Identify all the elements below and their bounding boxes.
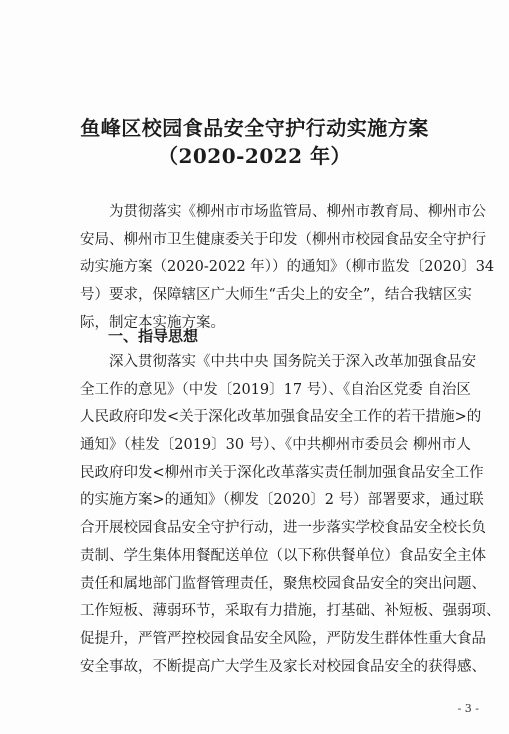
intro-paragraph [80,199,495,337]
body-paragraph [80,349,501,681]
body-line: 责制、学生集体用餐配送单位（以下称供餐单位）食品安全主体 [80,547,486,564]
body-line: 工作短板、薄弱环节，采取有力措施，打基础、补短板、强弱项、 [80,603,501,620]
intro-line: 号）要求，保障辖区广大师生“舌尖上的安全”，结合我辖区实 [80,287,472,304]
document-subtitle: （2020-2022 年） [157,144,352,168]
body-line: 促提升，严管严控校园食品安全风险，严防发生群体性重大食品 [80,630,486,647]
body-line: 安全事故，不断提高广大学生及家长对校园食品安全的获得感、 [80,658,486,675]
intro-line: 安局、柳州市卫生健康委关于印发（柳州市校园食品安全守护行 [80,231,486,248]
intro-line: 动实施方案（2020-2022 年））的通知》（柳市监发〔2020〕34 [80,259,495,276]
body-line: 责任和属地部门监督管理责任，聚焦校园食品安全的突出问题、 [80,575,486,592]
body-line: 人民政府印发<关于深化改革加强食品安全工作的若干措施>的 [80,409,482,426]
body-line: 全工作的意见》（中发〔2019〕17 号）、《自治区党委 自治区 [80,381,471,398]
body-line: 深入贯彻落实《中共中央 国务院关于深入改革加强食品安 [109,354,477,370]
section-heading: 一、指导思想 [108,327,199,345]
intro-line: 为贯彻落实《柳州市市场监管局、柳州市教育局、柳州市公 [109,204,486,220]
intro-line: 际，制定本实施方案。 [80,314,225,331]
body-line: 合开展校园食品安全守护行动，进一步落实学校食品安全校长负 [80,520,486,537]
body-line: 民政府印发<柳州市关于深化改革落实责任制加强食品安全工作 [80,464,484,481]
body-line: 通知》（桂发〔2019〕30 号）、《中共柳州市委员会 柳州市人 [80,437,471,454]
page-number: - 3 - [457,702,479,715]
body-line: 的实施方案>的通知》（柳发〔2020〕2 号）部署要求，通过联 [80,492,484,509]
document-title: 鱼峰区校园食品安全守护行动实施方案 [80,116,429,140]
